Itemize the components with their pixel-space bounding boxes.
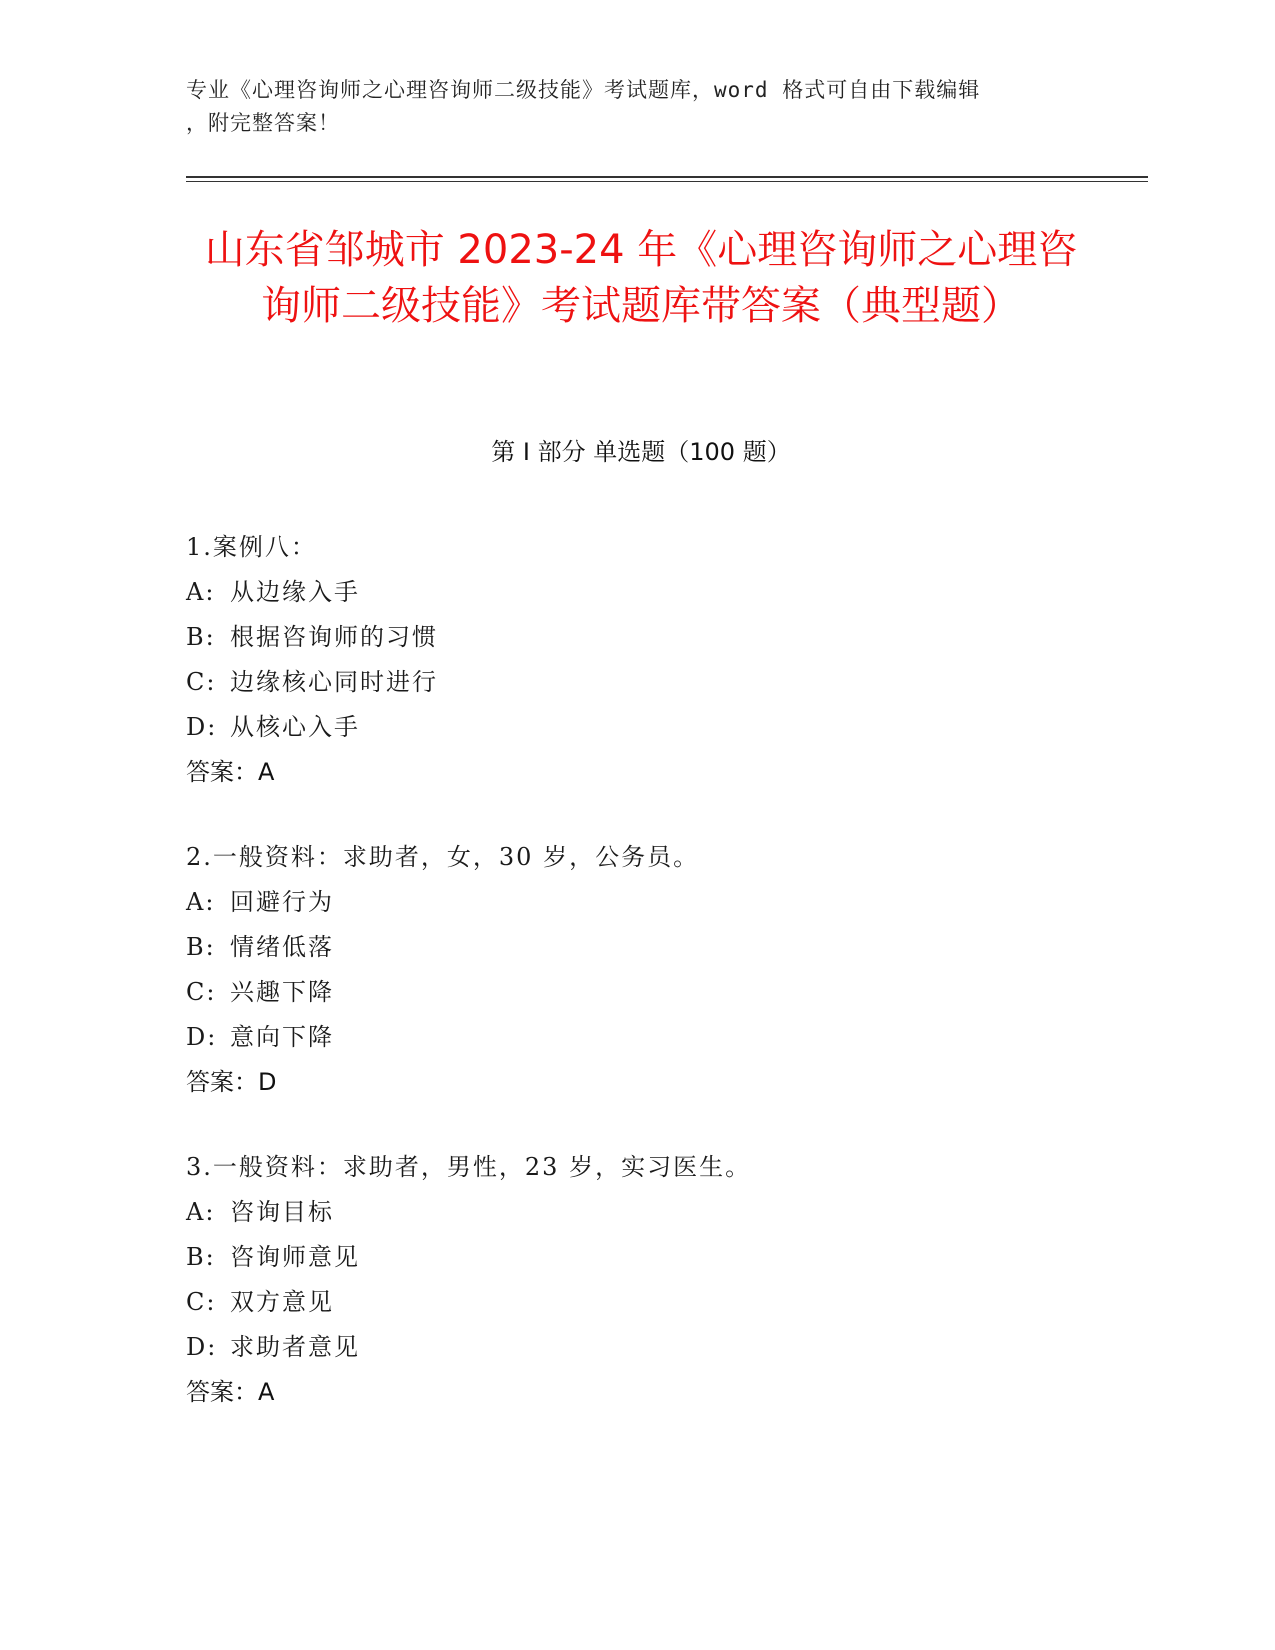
question-stem: 2.一般资料：求助者，女，30 岁，公务员。 <box>186 843 700 871</box>
header-note-line-1: 专业《心理咨询师之心理咨询师二级技能》考试题库，word 格式可自由下载编辑 <box>186 78 981 102</box>
question-stem: 3.一般资料：求助者，男性，23 岁，实习医生。 <box>186 1153 752 1181</box>
option-b <box>186 925 1066 970</box>
question-3 <box>186 1145 1066 1415</box>
option-d <box>186 1015 1066 1060</box>
option-a <box>186 570 1066 615</box>
header-note-line-2: ，附完整答案！ <box>186 111 340 135</box>
question-2 <box>186 835 1066 1105</box>
option-key: B: <box>186 623 216 651</box>
option-d <box>186 705 1066 750</box>
header-divider-thin <box>186 181 1148 182</box>
option-key: D: <box>186 713 218 741</box>
option-text: 咨询目标 <box>230 1198 334 1226</box>
option-text: 回避行为 <box>230 888 334 916</box>
answer: 答案：D <box>186 1068 277 1096</box>
option-key: C: <box>186 668 217 696</box>
option-key: A: <box>186 578 216 606</box>
option-key: C: <box>186 1288 217 1316</box>
option-text: 情绪低落 <box>230 933 334 961</box>
option-c <box>186 660 1066 705</box>
option-b <box>186 615 1066 660</box>
option-key: B: <box>186 933 216 961</box>
option-key: D: <box>186 1023 218 1051</box>
option-key: A: <box>186 1198 216 1226</box>
option-b <box>186 1235 1066 1280</box>
option-text: 边缘核心同时进行 <box>230 668 438 696</box>
option-key: D: <box>186 1333 218 1361</box>
option-text: 求助者意见 <box>230 1333 360 1361</box>
header-note <box>186 74 1066 140</box>
option-text: 双方意见 <box>230 1288 334 1316</box>
option-a <box>186 880 1066 925</box>
option-a <box>186 1190 1066 1235</box>
option-c <box>186 1280 1066 1325</box>
section-title: 第 I 部分 单选题（100 题） <box>491 438 791 466</box>
option-c <box>186 970 1066 1015</box>
answer: 答案：A <box>186 758 275 786</box>
document-title: 山东省邹城市 2023-24 年《心理咨询师之心理咨询师二级技能》考试题库带答案（典型题） <box>204 227 1078 329</box>
option-text: 意向下降 <box>230 1023 334 1051</box>
option-key: A: <box>186 888 216 916</box>
option-key: B: <box>186 1243 216 1271</box>
option-text: 从核心入手 <box>230 713 360 741</box>
option-text: 咨询师意见 <box>230 1243 360 1271</box>
header-divider-thick <box>186 176 1148 178</box>
option-text: 根据咨询师的习惯 <box>230 623 438 651</box>
option-text: 从边缘入手 <box>230 578 360 606</box>
question-1 <box>186 525 1066 795</box>
option-d <box>186 1325 1066 1370</box>
question-list <box>186 525 1066 1455</box>
answer: 答案：A <box>186 1378 275 1406</box>
option-text: 兴趣下降 <box>230 978 334 1006</box>
option-key: C: <box>186 978 217 1006</box>
question-stem: 1.案例八： <box>186 533 317 561</box>
